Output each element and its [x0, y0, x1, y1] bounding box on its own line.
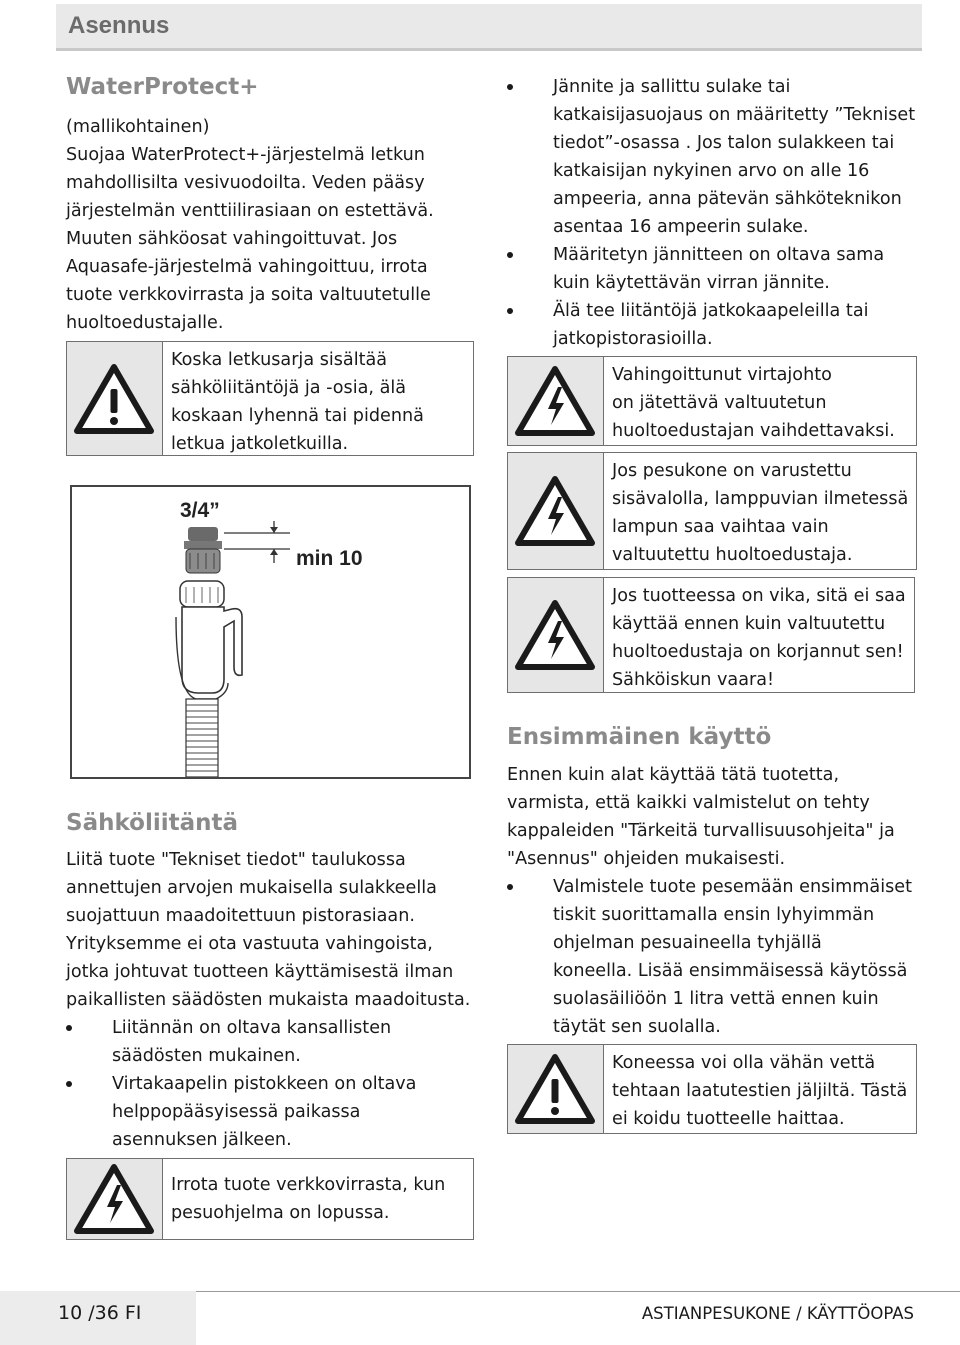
warning-exclamation-icon [73, 363, 155, 435]
bullet-dot [66, 1025, 72, 1031]
damaged-cord-notice [507, 356, 917, 446]
min-length-label: min 10 [296, 547, 363, 570]
text-line: huoltoedustajan vaihdettavaksi. [612, 421, 895, 441]
text-line: ei koidu tuotteelle haittaa. [612, 1109, 845, 1129]
list-item [112, 1070, 482, 1154]
first-use-text [507, 761, 927, 873]
text-line: järjestelmän venttiilirasiaan on estettävä. [66, 201, 434, 221]
notice-icon-cell [67, 1159, 163, 1239]
interior-light-notice [507, 452, 917, 570]
text-line: Jännite ja sallittu sulake tai [553, 77, 791, 97]
text-line: ohjelman pesuaineella tyhjällä [553, 933, 822, 953]
notice-text [612, 457, 908, 569]
notice-icon-cell [508, 1045, 604, 1133]
footer-divider [196, 1291, 960, 1292]
fault-warning-notice [507, 577, 915, 693]
first-use-heading: Ensimmäinen käyttö [507, 724, 772, 750]
first-use-bullet-list [553, 873, 933, 1041]
text-line: Määritetyn jännitteen on oltava sama [553, 245, 885, 265]
text-line: Aquasafe-järjestelmä vahingoittuu, irrota [66, 257, 428, 277]
text-line: "Asennus" ohjeiden mukaisesti. [507, 849, 786, 869]
manual-title: ASTIANPESUKONE / KÄYTTÖOPAS [641, 1304, 914, 1323]
text-line: Liitännän on oltava kansallisten [112, 1018, 392, 1038]
power-requirements-list [553, 73, 933, 353]
list-item [553, 241, 933, 297]
text-line: varmista, että kaikki valmistelut on tehty [507, 793, 870, 813]
text-line: Ennen kuin alat käyttää tätä tuotetta, [507, 765, 840, 785]
hose-connector-figure [70, 485, 471, 779]
page-number: 10 /36 FI [58, 1302, 142, 1324]
text-line: sisävalolla, lamppuvian ilmetessä [612, 489, 909, 509]
text-line: täytät sen suolalla. [553, 1017, 721, 1037]
residual-water-notice [507, 1044, 917, 1134]
text-line: käyttää ennen kuin valtuutettu [612, 614, 886, 634]
text-line: Jos tuotteessa on vika, sitä ei saa [612, 586, 906, 606]
text-line: valtuutettu huoltoedustaja. [612, 545, 853, 565]
text-line: Virtakaapelin pistokkeen on oltava [112, 1074, 417, 1094]
notice-text [612, 1049, 907, 1133]
text-line: tiskit suorittamalla ensin lyhyimmän [553, 905, 875, 925]
text-line: tiedot”-osassa . Jos talon sulakkeen tai [553, 133, 895, 153]
text-line: koskaan lyhennä tai pidennä [171, 406, 424, 426]
notice-icon-cell [508, 357, 604, 445]
text-line: on jätettävä valtuutetun [612, 393, 827, 413]
text-line: Suojaa WaterProtect+-järjestelmä letkun [66, 145, 425, 165]
text-line: Jos pesukone on varustettu [612, 461, 852, 481]
section-header-title: Asennus [68, 12, 170, 39]
text-line: kappaleiden "Tärkeitä turvallisuusohjeita" ja [507, 821, 895, 841]
electrical-connection-heading: Sähköliitäntä [66, 810, 238, 836]
text-line: katkaisijasuojaus on määritetty ”Tekniset [553, 105, 916, 125]
text-line: Liitä tuote "Tekniset tiedot" taulukossa [66, 850, 406, 870]
text-line: lampun saa vaihtaa vain [612, 517, 829, 537]
text-line: Koneessa voi olla vähän vettä [612, 1053, 876, 1073]
text-line: Irrota tuote verkkovirrasta, kun [171, 1175, 446, 1195]
text-line: paikallisten säädösten mukaista maadoitusta. [66, 990, 471, 1010]
text-line: Älä tee liitäntöjä jatkokaapeleilla tai [553, 301, 869, 321]
text-line: säädösten mukainen. [112, 1046, 301, 1066]
list-item [553, 73, 933, 241]
notice-text [612, 361, 895, 445]
text-line: helppopääsyisessä paikassa [112, 1102, 361, 1122]
text-line: koneella. Lisää ensimmäisessä käytössä [553, 961, 908, 981]
list-item [112, 1014, 482, 1070]
text-line: katkaisijan nykyinen arvo on alle 16 [553, 161, 870, 181]
list-item [553, 297, 933, 353]
text-line: kuin käytettävän virran jännite. [553, 273, 830, 293]
bullet-dot [66, 1081, 72, 1087]
warning-exclamation-icon [514, 1053, 596, 1125]
electric-shock-icon [514, 475, 596, 547]
bullet-dot [507, 884, 513, 890]
waterprotect-text [66, 113, 486, 337]
text-line: Valmistele tuote pesemään ensimmäiset [553, 877, 912, 897]
text-line: huoltoedustaja on korjannut sen! [612, 642, 904, 662]
text-line: suojattuun maadoitettuun pistorasiaan. [66, 906, 415, 926]
electric-shock-icon [514, 599, 596, 671]
electrical-text [66, 846, 486, 1014]
text-line: tuote verkkovirrasta ja soita valtuutetulle [66, 285, 431, 305]
text-line: huoltoedustajalle. [66, 313, 224, 333]
text-line: Vahingoittunut virtajohto [612, 365, 832, 385]
notice-text [171, 346, 424, 458]
waterprotect-heading: WaterProtect+ [66, 74, 259, 100]
text-line: Yrityksemme ei ota vastuuta vahingoista, [66, 934, 433, 954]
section-header-bar [56, 4, 922, 51]
notice-text [612, 582, 906, 694]
thread-size-label: 3/4” [180, 499, 220, 522]
text-line: jatkopistorasioilla. [553, 329, 713, 349]
text-line: suolasäiliöön 1 litra vettä ennen kuin [553, 989, 879, 1009]
text-line: asentaa 16 ampeerin sulake. [553, 217, 809, 237]
text-line: Muuten sähköosat vahingoittuvat. Jos [66, 229, 398, 249]
text-line: (mallikohtainen) [66, 117, 210, 137]
electrical-bullet-list [112, 1014, 482, 1154]
hose-connector-drawing [72, 487, 469, 777]
bullet-dot [507, 252, 513, 258]
bullet-dot [507, 308, 513, 314]
electric-shock-icon [514, 365, 596, 437]
text-line: asennuksen jälkeen. [112, 1130, 292, 1150]
text-line: letkua jatkoletkuilla. [171, 434, 349, 454]
bullet-dot [507, 84, 513, 90]
electric-shock-icon [73, 1163, 155, 1235]
text-line: Koska letkusarja sisältää [171, 350, 388, 370]
hose-warning-notice [66, 341, 474, 456]
text-line: sähköliitäntöjä ja -osia, älä [171, 378, 407, 398]
text-line: jotka johtuvat tuotteen käyttämisestä ilman [66, 962, 454, 982]
text-line: Sähköiskun vaara! [612, 670, 775, 690]
unplug-warning-notice [66, 1158, 474, 1240]
text-line: tehtaan laatutestien jäljiltä. Tästä [612, 1081, 908, 1101]
list-item [553, 873, 933, 1041]
notice-icon-cell [508, 578, 604, 692]
text-line: annettujen arvojen mukaisella sulakkeella [66, 878, 437, 898]
notice-text [171, 1171, 445, 1227]
notice-icon-cell [508, 453, 604, 569]
text-line: ampeeria, anna pätevän sähköteknikon [553, 189, 902, 209]
text-line: pesuohjelma on lopussa. [171, 1203, 390, 1223]
notice-icon-cell [67, 342, 163, 455]
text-line: mahdollisilta vesivuodoilta. Veden pääsy [66, 173, 425, 193]
